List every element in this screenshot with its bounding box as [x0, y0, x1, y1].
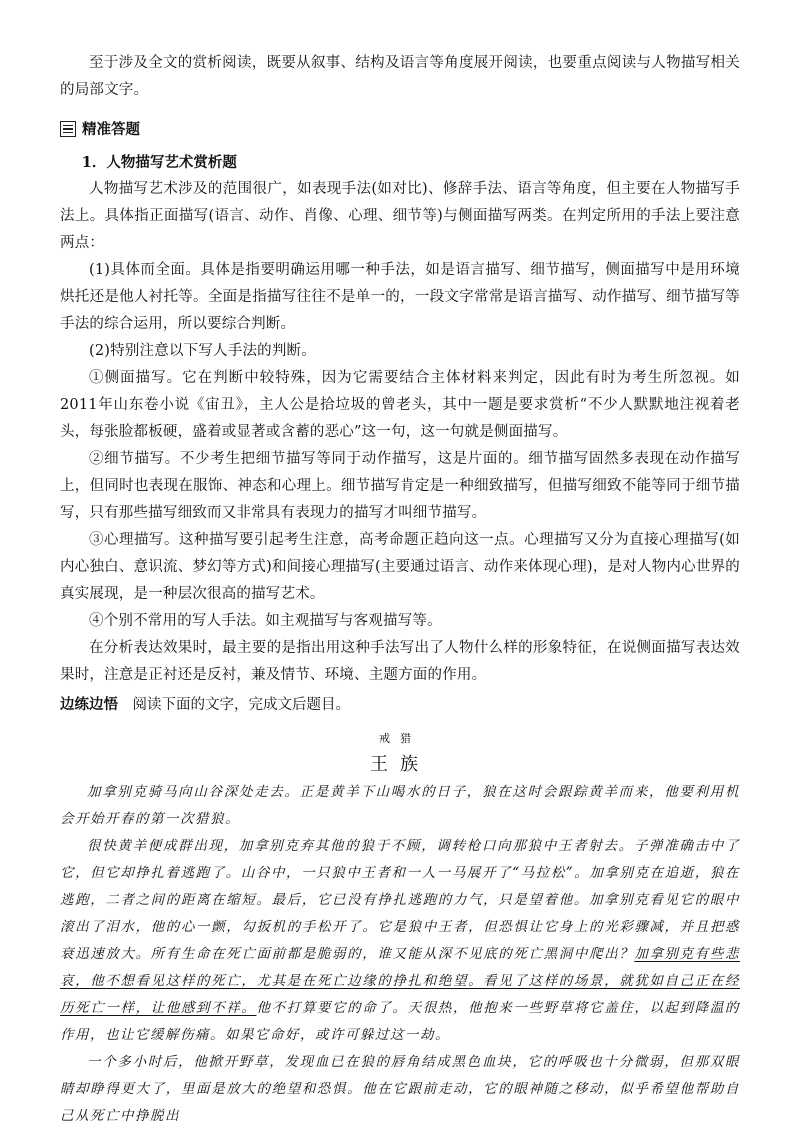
section-three-icon — [60, 121, 76, 137]
story-label: 戒猎 — [379, 732, 421, 745]
body-paragraph-4: ①侧面描写。它在判断中较特殊，因为它需要结合主体材料来判定，因此有时为考生所忽视。如2011年山东卷小说《宙丑》，主人公是拾垃圾的曾老头，其中一题是要求赏析“不少人默默地注视着老头，每张脸都板硬，盛着或显著或含蓄的恶心”这一句，这一句就是侧面描写。 — [60, 370, 740, 440]
body-paragraph-8: 在分析表达效果时，最主要的是指出用这种手法写出了人物什么样的形象特征，在说侧面描写表达效果时，注意是正衬还是反衬，兼及情节、环境、主题方面的作用。 — [60, 640, 740, 683]
subsection-title: 1．人物描写艺术赏析题 — [81, 154, 237, 171]
story-paragraph-1: 加拿别克骑马向山谷深处走去。正是黄羊下山喝水的日子，狼在这时会跟踪黄羊而来，他要利用机会开始开春的第一次猎狼。 — [60, 784, 740, 827]
story-paragraph-3: 一个多小时后，他掀开野草，发现血已在狼的唇角结成黑色血块，它的呼吸也十分微弱，但那双眼睛却睁得更大了，里面是放大的绝望和恐惧。他在它跟前走动，它的眼神随之移动，似乎希望他帮助自己从死亡中挣脱出 — [60, 1054, 740, 1124]
body-paragraph-5: ②细节描写。不少考生把细节描写等同于动作描写，这是片面的。细节描写固然多表现在动作描写上，但同时也表现在服饰、神态和心理上。细节描写肯定是一种细致描写，但描写细致不能等同于细节描写，只有那些描写细致而又非常具有表现力的描写才叫细节描写。 — [60, 451, 740, 521]
story-p2-underlined: 加拿别克有些悲哀，他不想看见这样的死亡，尤其是在死亡边缘的挣扎和绝望。看见了这样的场景，就犹如自己正在经历死亡一样，让他感到不祥。 — [60, 946, 741, 1016]
body-paragraph-3: (2)特别注意以下写人手法的判断。 — [89, 343, 316, 359]
section-title: 精准答题 — [82, 121, 140, 138]
body-paragraph-6: ③心理描写。这种描写要引起考生注意，高考命题正趋向这一点。心理描写又分为直接心理描写(如内心独白、意识流、梦幻等方式)和间接心理描写(主要通过语言、动作来体现心理)，是对人物内心世界的真实展现，是一种层次很高的描写艺术。 — [60, 532, 740, 602]
document-page — [60, 50, 740, 1130]
story-p2-before: 很快黄羊便成群出现，加拿别克弃其他的狼于不顾，调转枪口向那狼中王者射去。子弹准确击中了它，但它却挣扎着逃跑了。山谷中，一只狼中王者和一人一马展开了“马拉松”。加拿别克在追逝，狼在逃跑，二者之间的距离在缩短。最后，它已没有挣扎逃跑的力气，只是望着他。加拿别克看见它的眼中滚出了泪水，他的心一颤，勾扳机的手松开了。它是狼中王者，但恐惧让它身上的光彩骤减，并且把惑衰迅速放大。所有生命在死亡面前都是脆弱的，谁又能从深不见底的死亡黑洞中爬出？ — [60, 838, 740, 962]
intro-paragraph: 至于涉及全文的赏析阅读，既要从叙事、结构及语言等角度展开阅读，也要重点阅读与人物描写相关的局部文字。 — [60, 55, 740, 98]
story-author: 王族 — [370, 754, 430, 775]
practice-line — [60, 691, 740, 719]
practice-label: 边练边悟 — [60, 696, 118, 713]
story-paragraph-2 — [60, 833, 740, 1049]
body-paragraph-1: 人物描写艺术涉及的范围很广，如表现手法(如对比)、修辞手法、语言等角度，但主要在人物描写手法上。具体指正面描写(语言、动作、肖像、心理、细节等)与侧面描写两类。在判定所用的手法上要注意两点： — [60, 181, 740, 251]
practice-instruction: 阅读下面的文字，完成文后题目。 — [132, 697, 350, 713]
section-heading — [60, 118, 740, 139]
body-paragraph-7: ④个别不常用的写人手法。如主观描写与客观描写等。 — [89, 613, 442, 629]
story-p2-after: 他不打算要它的命了。天很热，他抱来一些野草将它盖住，以起到降温的作用，也让它缓解伤痛。如果它命好，或许可躲过这一劫。 — [60, 1000, 741, 1043]
body-paragraph-2: (1)具体而全面。具体是指要明确运用哪一种手法，如是语言描写、细节描写，侧面描写中是用环境烘托还是他人衬托等。全面是指描写往往不是单一的，一段文字常常是语言描写、动作描写、细节描写等手法的综合运用，所以要综合判断。 — [60, 262, 740, 332]
